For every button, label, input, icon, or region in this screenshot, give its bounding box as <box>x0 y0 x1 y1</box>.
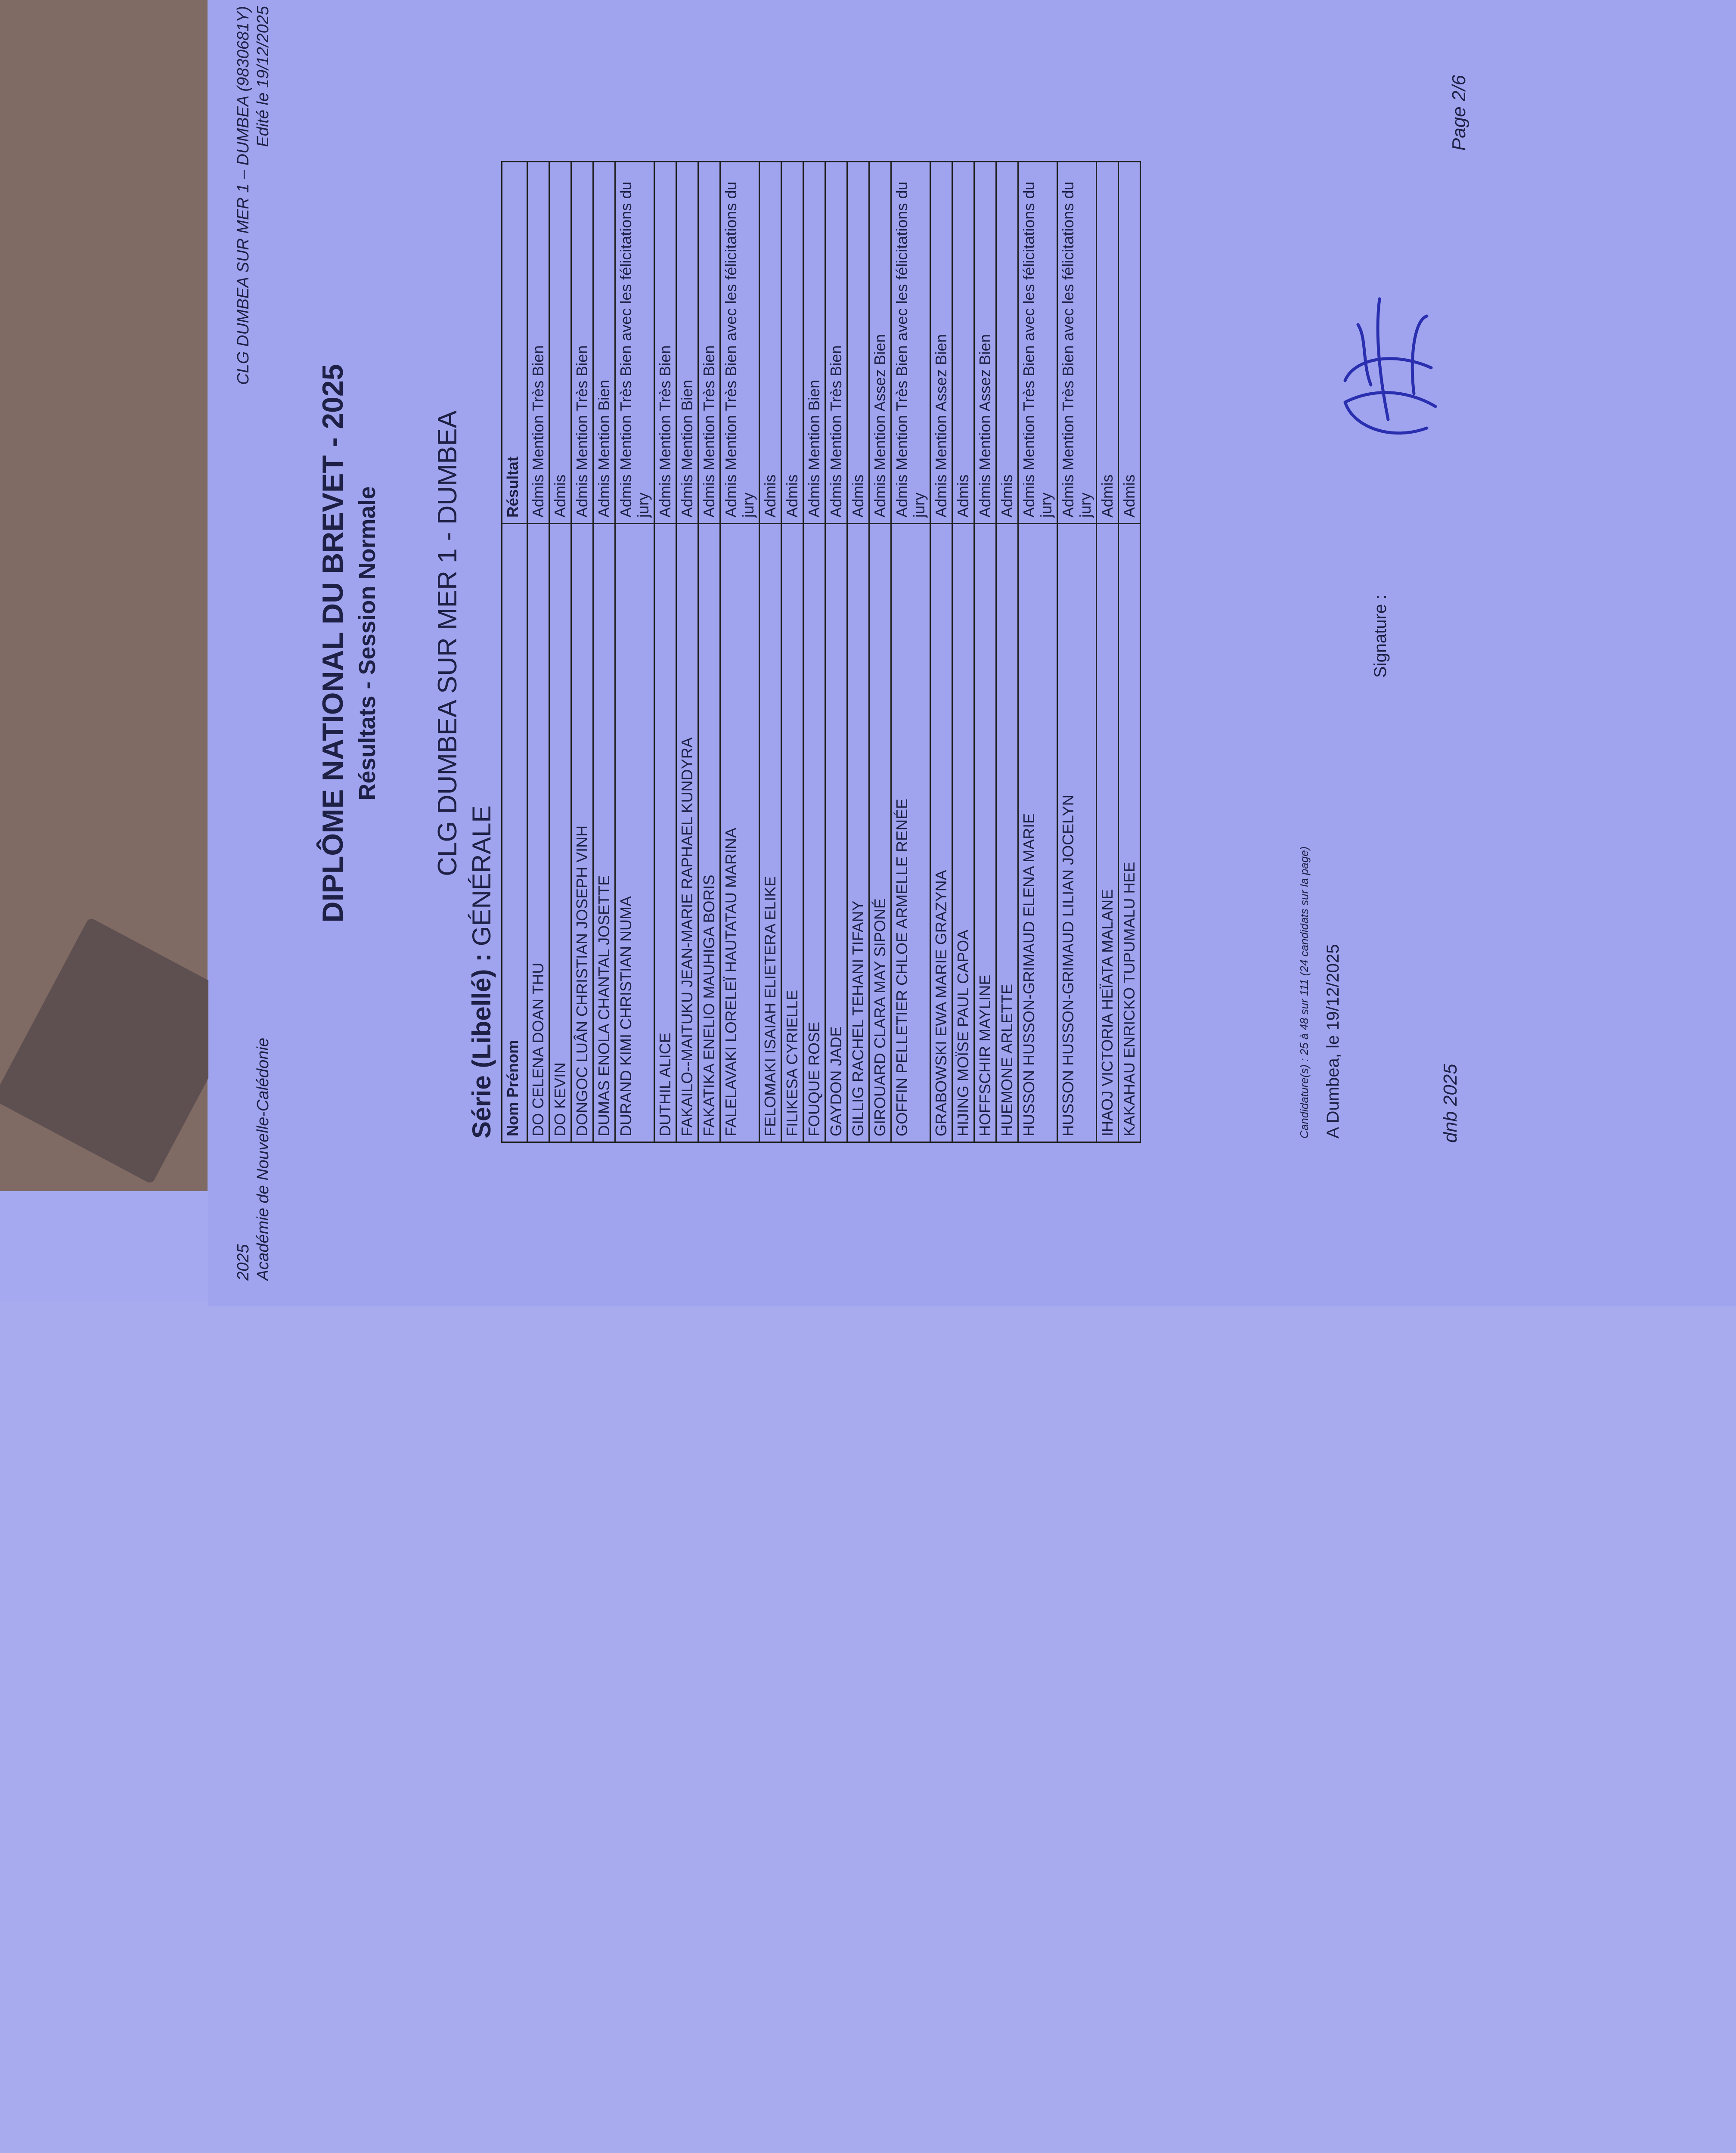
candidate-result: Admis Mention Très Bien <box>571 162 593 524</box>
candidate-name: HUEMONE ARLETTE <box>996 524 1018 1142</box>
candidate-name: GAYDON JADE <box>825 524 847 1142</box>
doc-edit-date: Edité le 19/12/2025 <box>254 6 272 147</box>
table-row <box>952 162 974 1142</box>
serie-line <box>467 805 496 1139</box>
candidatures-note: Candidature(s) : 25 à 48 sur 111 (24 candidats sur la page) <box>1298 846 1311 1139</box>
candidate-name: FAKAILO--MAITUKU JEAN-MARIE RAPHAEL KUNDYRA <box>676 524 698 1142</box>
candidate-result: Admis <box>847 162 869 524</box>
candidate-name: DO KEVIN <box>549 524 571 1142</box>
candidate-name: GRABOWSKI EWA MARIE GRAZYNA <box>930 524 952 1142</box>
candidate-name: HOFFSCHIR MAYLINE <box>974 524 996 1142</box>
candidate-name: FELOMAKI ISAIAH ELIETERA ELIKE <box>760 524 781 1142</box>
table-row <box>654 162 676 1142</box>
serie-value: GÉNÉRALE <box>467 805 496 946</box>
candidate-name: HIJING MOÏSE PAUL CAPOA <box>952 524 974 1142</box>
candidate-name: DONGOC LUÂN CHRISTIAN JOSEPH VINH <box>571 524 593 1142</box>
candidate-result: Admis <box>760 162 781 524</box>
table-row <box>1119 162 1141 1142</box>
candidate-result: Admis Mention Très Bien <box>698 162 720 524</box>
table-row <box>930 162 952 1142</box>
footer-page: Page 2/6 <box>1448 75 1469 151</box>
candidate-result: Admis <box>781 162 803 524</box>
place-date: A Dumbea, le 19/12/2025 <box>1324 944 1342 1139</box>
table-row <box>593 162 615 1142</box>
candidate-result: Admis Mention Assez Bien <box>974 162 996 524</box>
table-row <box>760 162 781 1142</box>
candidate-result: Admis Mention Bien <box>803 162 825 524</box>
candidate-result: Admis <box>1097 162 1119 524</box>
doc-subtitle: Résultats - Session Normale <box>354 486 380 800</box>
candidate-name: GIROUARD CLARA MAY SIPONÉ <box>869 524 891 1142</box>
table-row <box>615 162 654 1142</box>
doc-title: DIPLÔME NATIONAL DU BREVET - 2025 <box>316 364 349 923</box>
candidate-result: Admis Mention Assez Bien <box>930 162 952 524</box>
table-row <box>571 162 593 1142</box>
candidate-name: GOFFIN PELLETIER CHLOE ARMELLE RENÉE <box>891 524 930 1142</box>
candidate-name: FOUQUE ROSE <box>803 524 825 1142</box>
table-row <box>974 162 996 1142</box>
candidate-result: Admis Mention Bien <box>676 162 698 524</box>
candidate-result: Admis Mention Très Bien avec les félicitations du jury <box>891 162 930 524</box>
candidate-result: Admis Mention Très Bien avec les félicitations du jury <box>1018 162 1057 524</box>
candidate-name: DURAND KIMI CHRISTIAN NUMA <box>615 524 654 1142</box>
table-row <box>698 162 720 1142</box>
candidate-result: Admis Mention Assez Bien <box>869 162 891 524</box>
candidate-name: GILLIG RACHEL TEHANI TIFANY <box>847 524 869 1142</box>
candidate-name: FILIKESA CYRIELLE <box>781 524 803 1142</box>
candidate-name: HUSSON HUSSON-GRIMAUD ELENA MARIE <box>1018 524 1057 1142</box>
doc-school-code: CLG DUMBEA SUR MER 1 – DUMBEA (9830681Y) <box>234 6 252 385</box>
table-body <box>527 162 1141 1142</box>
candidate-name: FALELAVAKI LORELEÏ HAUTATAU MARINA <box>720 524 760 1142</box>
table-row <box>676 162 698 1142</box>
candidate-result: Admis <box>996 162 1018 524</box>
table-row <box>527 162 549 1142</box>
table-row <box>803 162 825 1142</box>
candidate-result: Admis Mention Très Bien avec les félicitations du jury <box>720 162 760 524</box>
candidate-result: Admis Mention Très Bien <box>654 162 676 524</box>
results-table <box>501 161 1141 1143</box>
candidate-name: DUMAS ENOLA CHANTAL JOSETTE <box>593 524 615 1142</box>
candidate-result: Admis Mention Très Bien <box>527 162 549 524</box>
doc-academy: Académie de Nouvelle-Calédonie <box>254 1037 272 1281</box>
table-header-row <box>502 162 527 1142</box>
candidate-result: Admis <box>549 162 571 524</box>
candidate-result: Admis Mention Très Bien <box>825 162 847 524</box>
table-row <box>781 162 803 1142</box>
header-result: Résultat <box>502 162 527 524</box>
footer-dnb: dnb 2025 <box>1440 1064 1461 1143</box>
table-row <box>1097 162 1119 1142</box>
candidate-result: Admis <box>1119 162 1141 524</box>
table-row <box>1057 162 1097 1142</box>
candidate-result: Admis Mention Bien <box>593 162 615 524</box>
candidate-result: Admis Mention Très Bien avec les félicitations du jury <box>615 162 654 524</box>
table-row <box>1018 162 1057 1142</box>
candidate-name: HUSSON HUSSON-GRIMAUD LILIAN JOCELYN <box>1057 524 1097 1142</box>
signature <box>1328 282 1448 445</box>
candidate-name: FAKATIKA ENELIO MAUHIGA BORIS <box>698 524 720 1142</box>
candidate-name: DO CELENA DOAN THU <box>527 524 549 1142</box>
header-name: Nom Prénom <box>502 524 527 1142</box>
signature-label: Signature : <box>1371 594 1390 678</box>
candidate-name: DUTHIL ALICE <box>654 524 676 1142</box>
table-row <box>891 162 930 1142</box>
doc-school-name: CLG DUMBEA SUR MER 1 - DUMBEA <box>433 410 462 876</box>
table-row <box>847 162 869 1142</box>
table-row <box>869 162 891 1142</box>
serie-label: Série (Libellé) : <box>467 953 496 1139</box>
table-row <box>549 162 571 1142</box>
doc-year: 2025 <box>234 1244 252 1281</box>
table-row <box>825 162 847 1142</box>
candidate-result: Admis Mention Très Bien avec les félicitations du jury <box>1057 162 1097 524</box>
table-row <box>996 162 1018 1142</box>
results-document <box>208 0 1736 1306</box>
candidate-name: KAKAHAU ENRICKO TUPUMALU HEE <box>1119 524 1141 1142</box>
candidate-result: Admis <box>952 162 974 524</box>
candidate-name: IHAOJ VICTORIA HEÏATA MALANE <box>1097 524 1119 1142</box>
table-row <box>720 162 760 1142</box>
